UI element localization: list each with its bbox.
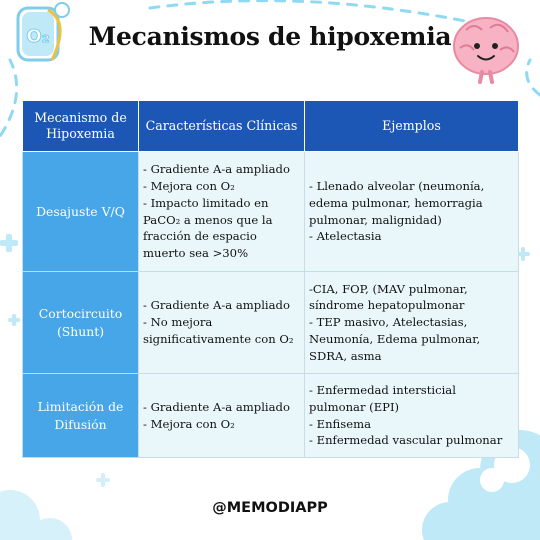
characteristic-line: PaCO₂ a menos que la	[143, 212, 273, 227]
characteristic-line: significativamente con O₂	[143, 331, 294, 346]
examples-cell	[305, 152, 519, 272]
characteristic-line: - Gradiente A-a ampliado	[143, 399, 290, 414]
plus-icon	[0, 234, 18, 252]
mechanism-text: Difusión	[54, 416, 107, 432]
example-line: - Enfermedad vascular pulmonar	[309, 433, 503, 448]
characteristic-line: - Mejora con O₂	[143, 416, 235, 431]
examples-cell	[305, 374, 519, 458]
example-line: pulmonar, malignidad)	[309, 212, 442, 227]
example-line: -CIA, FOP, (MAV pulmonar,	[309, 281, 468, 296]
example-line: - Enfermedad intersticial	[309, 382, 456, 397]
mechanism-cell	[23, 374, 139, 458]
oxygen-label: O₂	[26, 26, 50, 47]
mechanism-text: Desajuste V/Q	[36, 203, 125, 219]
footer-handle: @MEMODIAPP	[212, 500, 328, 516]
example-line: SDRA, asma	[309, 348, 382, 363]
mechanism-text: (Shunt)	[56, 323, 105, 339]
examples-cell	[305, 272, 519, 374]
characteristic-line: - Gradiente A-a ampliado	[143, 298, 290, 313]
table-row	[23, 152, 519, 272]
column-header-characteristics: Características Clínicas	[139, 101, 305, 152]
characteristic-line: muerto sea >30%	[143, 246, 249, 261]
mechanism-text: Cortocircuito	[38, 305, 123, 321]
example-line: - Enfisema	[309, 416, 371, 431]
example-line: Neumonía, Edema pulmonar,	[309, 331, 481, 346]
mechanism-cell	[23, 272, 139, 374]
mechanism-text: Limitación de	[37, 398, 124, 414]
hypoxemia-table	[22, 100, 519, 458]
table-header-row	[23, 101, 519, 152]
characteristics-cell	[139, 374, 305, 458]
table-row	[23, 272, 519, 374]
example-line: edema pulmonar, hemorragia	[309, 195, 483, 210]
characteristics-cell	[139, 272, 305, 374]
characteristic-line: - No mejora	[143, 315, 213, 330]
page-title: Mecanismos de hipoxemia	[88, 22, 452, 51]
characteristics-cell	[139, 152, 305, 272]
column-header-examples: Ejemplos	[305, 101, 519, 152]
example-line: síndrome hepatopulmonar	[309, 298, 465, 313]
characteristic-line: - Mejora con O₂	[143, 178, 235, 193]
table-row	[23, 374, 519, 458]
column-header-mechanism: Mecanismo de Hipoxemia	[23, 101, 139, 152]
example-line: - Atelectasia	[309, 229, 382, 244]
example-line: pulmonar (EPI)	[309, 399, 400, 414]
characteristic-line: - Impacto limitado en	[143, 195, 269, 210]
example-line: - Llenado alveolar (neumonía,	[309, 178, 485, 193]
example-line: - TEP masivo, Atelectasias,	[309, 315, 468, 330]
mechanism-cell	[23, 152, 139, 272]
characteristic-line: fracción de espacio	[143, 229, 257, 244]
characteristic-line: - Gradiente A-a ampliado	[143, 162, 290, 177]
